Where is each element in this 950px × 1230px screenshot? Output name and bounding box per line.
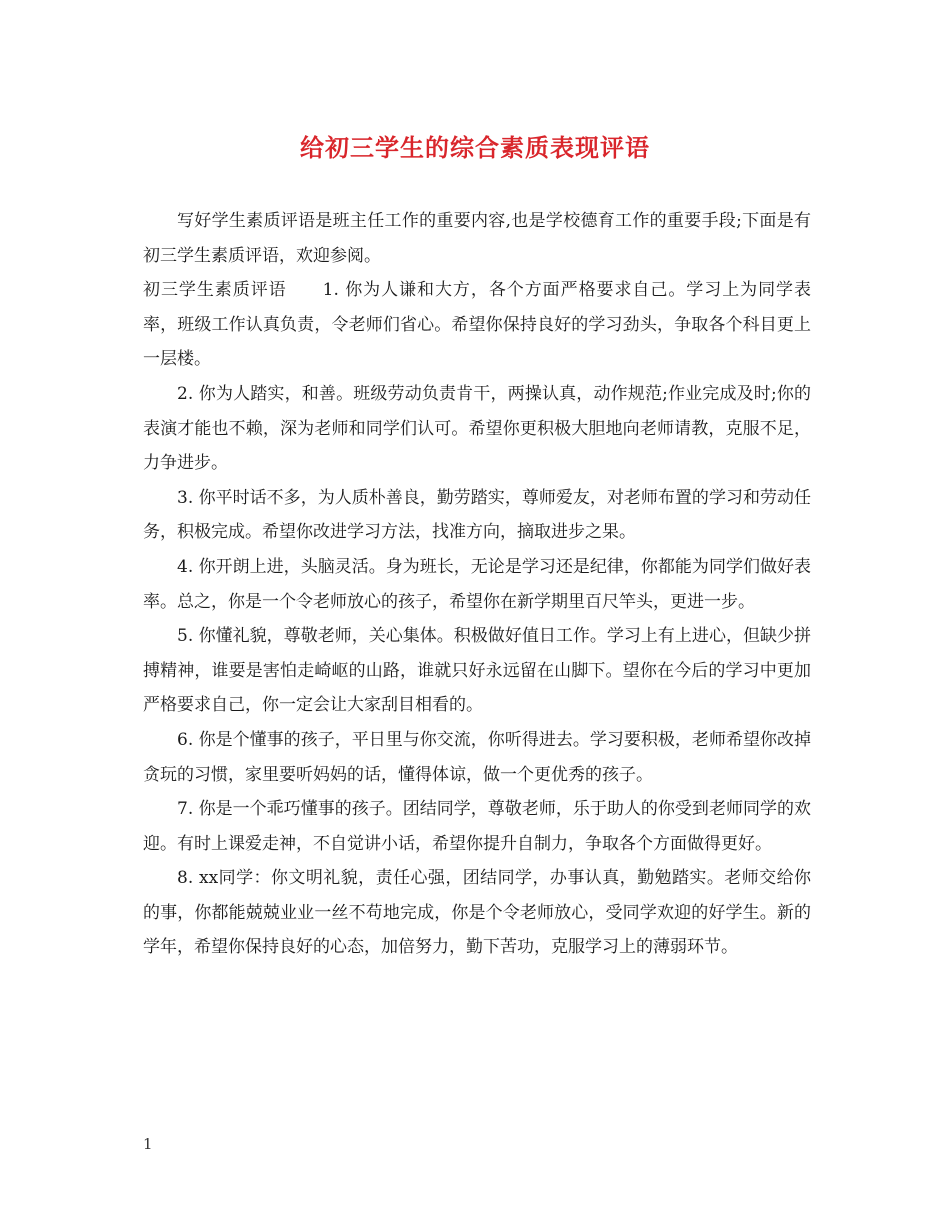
comment-item-6: 6. 你是个懂事的孩子，平日里与你交流，你听得进去。学习要积极，老师希望你改掉贪玩的习惯，家里要听妈妈的话，懂得体谅，做一个更优秀的孩子。 — [143, 729, 811, 785]
comment-item-5: 5. 你懂礼貌，尊敬老师，关心集体。积极做好值日工作。学习上有上进心，但缺少拼搏精神，谁要是害怕走崎岖的山路，谁就只好永远留在山脚下。望你在今后的学习中更加严格要求自己，你一定会让大家刮目相看的。 — [143, 626, 811, 716]
intro-paragraph: 写好学生素质评语是班主任工作的重要内容,也是学校德育工作的重要手段;下面是有初三学生素质评语，欢迎参阅。 — [143, 211, 811, 266]
comment-item-2: 2. 你为人踏实，和善。班级劳动负责肯干，两操认真，动作规范;作业完成及时;你的表演才能也不赖，深为老师和同学们认可。希望你更积极大胆地向老师请教，克服不足，力争进步。 — [143, 383, 811, 474]
document-body — [143, 204, 811, 965]
comment-item-3: 3. 你平时话不多，为人质朴善良，勤劳踏实，尊师爱友，对老师布置的学习和劳动任务，积极完成。希望你改进学习方法，找准方向，摘取进步之果。 — [143, 487, 811, 543]
page-number: 1 — [143, 1135, 153, 1153]
comment-item-4: 4. 你开朗上进，头脑灵活。身为班长，无论是学习还是纪律，你都能为同学们做好表率。总之，你是一个令老师放心的孩子，希望你在新学期里百尺竿头，更进一步。 — [143, 556, 811, 612]
comment-item-7: 7. 你是一个乖巧懂事的孩子。团结同学，尊敬老师，乐于助人的你受到老师同学的欢迎。有时上课爱走神，不自觉讲小话，希望你提升自制力，争取各个方面做得更好。 — [143, 799, 811, 854]
comment-item-1: 1. 你为人谦和大方，各个方面严格要求自己。学习上为同学表率，班级工作认真负责，令老师们省心。希望你保持良好的学习劲头，争取各个科目更上一层楼。 — [143, 280, 812, 370]
document-title: 给初三学生的综合素质表现评语 — [300, 133, 650, 162]
section-label: 初三学生素质评语 — [143, 280, 287, 301]
first-item-paragraph — [143, 273, 811, 377]
comment-item-8: 8. xx同学：你文明礼貌，责任心强，团结同学，办事认真，勤勉踏实。老师交给你的事，你都能兢兢业业一丝不苟地完成，你是个令老师放心，受同学欢迎的好学生。新的学年，希望你保持良好的心态，加倍努力，勤下苦功，克服学习上的薄弱环节。 — [143, 868, 811, 958]
